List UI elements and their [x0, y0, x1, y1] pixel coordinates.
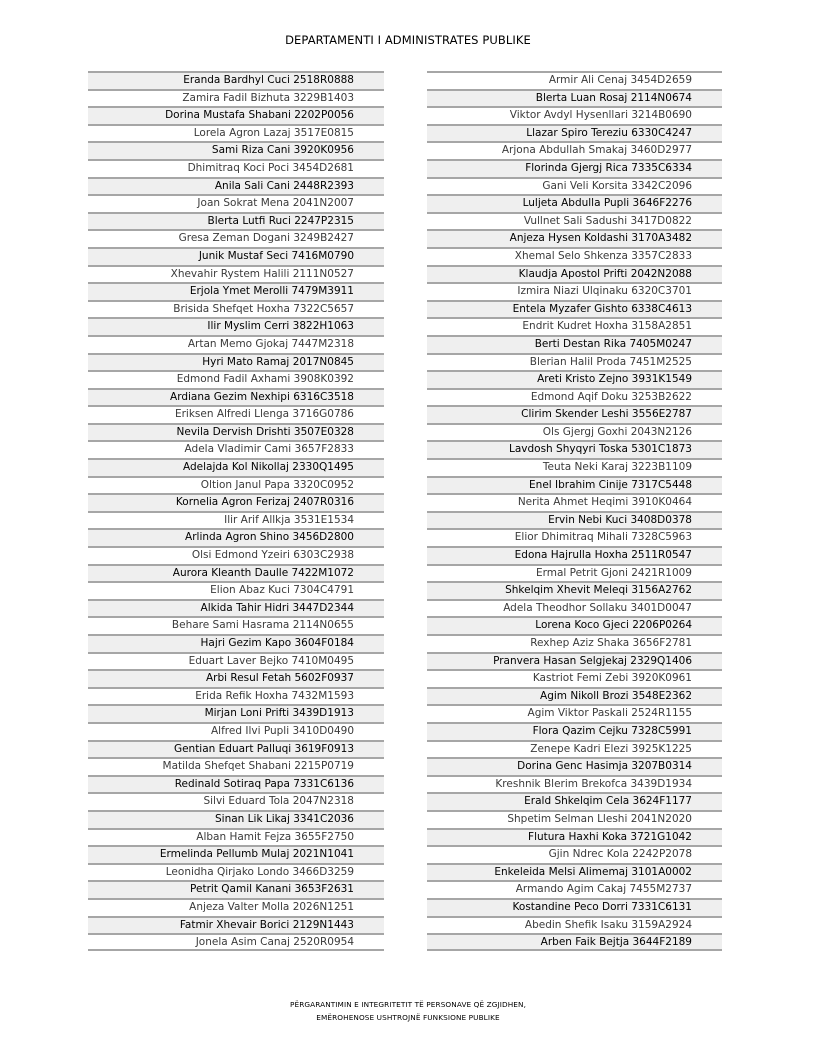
- list-item: Zamira Fadil Bizhuta 3229B1403: [88, 89, 384, 107]
- list-item: Nerita Ahmet Heqimi 3910K0464: [427, 493, 722, 511]
- list-item: Erald Shkelqim Cela 3624F1177: [427, 792, 722, 810]
- list-item: Sami Riza Cani 3920K0956: [88, 141, 384, 159]
- list-item: Enel Ibrahim Cinije 7317C5448: [427, 476, 722, 494]
- list-item: Anjeza Hysen Koldashi 3170A3482: [427, 229, 722, 247]
- list-item: Enkeleida Melsi Alimemaj 3101A0002: [427, 863, 722, 881]
- list-item: Leonidha Qirjako Londo 3466D3259: [88, 863, 384, 881]
- list-item: Hyri Mato Ramaj 2017N0845: [88, 353, 384, 371]
- list-item: Aurora Kleanth Daulle 7422M1072: [88, 564, 384, 582]
- list-item: Brisida Shefqet Hoxha 7322C5657: [88, 300, 384, 318]
- list-item: Entela Myzafer Gishto 6338C4613: [427, 300, 722, 318]
- list-item: Joan Sokrat Mena 2041N2007: [88, 194, 384, 212]
- list-item: Silvi Eduard Tola 2047N2318: [88, 792, 384, 810]
- list-item: Vullnet Sali Sadushi 3417D0822: [427, 212, 722, 230]
- list-item: Edmond Aqif Doku 3253B2622: [427, 388, 722, 406]
- left-name-list: [88, 71, 384, 951]
- list-item: Izmira Niazi Ulqinaku 6320C3701: [427, 282, 722, 300]
- list-item: Oltion Janul Papa 3320C0952: [88, 476, 384, 494]
- list-item: Dhimitraq Koci Poci 3454D2681: [88, 159, 384, 177]
- list-item: Armir Ali Cenaj 3454D2659: [427, 71, 722, 89]
- list-item: Elion Abaz Kuci 7304C4791: [88, 581, 384, 599]
- list-item: Agim Nikoll Brozi 3548E2362: [427, 687, 722, 705]
- list-item: Ols Gjergj Goxhi 2043N2126: [427, 423, 722, 441]
- list-item: Gentian Eduart Palluqi 3619F0913: [88, 740, 384, 758]
- list-item: Arjona Abdullah Smakaj 3460D2977: [427, 141, 722, 159]
- list-item: Kastriot Femi Zebi 3920K0961: [427, 669, 722, 687]
- list-item: Adela Theodhor Sollaku 3401D0047: [427, 599, 722, 617]
- page-footer: [0, 999, 816, 1024]
- list-item: Kreshnik Blerim Brekofca 3439D1934: [427, 775, 722, 793]
- list-item: Ervin Nebi Kuci 3408D0378: [427, 511, 722, 529]
- list-item: Dorina Genc Hasimja 3207B0314: [427, 757, 722, 775]
- list-item: Abedin Shefik Isaku 3159A2924: [427, 916, 722, 934]
- list-item: Petrit Qamil Kanani 3653F2631: [88, 880, 384, 898]
- list-item: Edmond Fadil Axhami 3908K0392: [88, 370, 384, 388]
- list-item: Clirim Skender Leshi 3556E2787: [427, 405, 722, 423]
- list-item: Anila Sali Cani 2448R2393: [88, 177, 384, 195]
- list-item: Eriksen Alfredi Llenga 3716G0786: [88, 405, 384, 423]
- list-item: Jonela Asim Canaj 2520R0954: [88, 933, 384, 951]
- list-item: Nevila Dervish Drishti 3507E0328: [88, 423, 384, 441]
- list-item: Flora Qazim Cejku 7328C5991: [427, 722, 722, 740]
- list-item: Erida Refik Hoxha 7432M1593: [88, 687, 384, 705]
- list-item: Rexhep Aziz Shaka 3656F2781: [427, 634, 722, 652]
- list-item: Teuta Neki Karaj 3223B1109: [427, 458, 722, 476]
- list-item: Areti Kristo Zejno 3931K1549: [427, 370, 722, 388]
- list-item: Edona Hajrulla Hoxha 2511R0547: [427, 546, 722, 564]
- list-item: Elior Dhimitraq Mihali 7328C5963: [427, 528, 722, 546]
- list-item: Fatmir Xhevair Borici 2129N1443: [88, 916, 384, 934]
- list-item: Agim Viktor Paskali 2524R1155: [427, 704, 722, 722]
- list-item: Dorina Mustafa Shabani 2202P0056: [88, 106, 384, 124]
- list-item: Gani Veli Korsita 3342C2096: [427, 177, 722, 195]
- list-item: Xhemal Selo Shkenza 3357C2833: [427, 247, 722, 265]
- list-item: Lorena Koco Gjeci 2206P0264: [427, 616, 722, 634]
- list-item: Ermal Petrit Gjoni 2421R1009: [427, 564, 722, 582]
- list-item: Arbi Resul Fetah 5602F0937: [88, 669, 384, 687]
- list-item: Alban Hamit Fejza 3655F2750: [88, 828, 384, 846]
- list-item: Sinan Lik Likaj 3341C2036: [88, 810, 384, 828]
- list-item: Xhevahir Rystem Halili 2111N0527: [88, 265, 384, 283]
- footer-line-2: EMËROHENOSE USHTROJNË FUNKSIONE PUBLIKE: [316, 1012, 500, 1022]
- list-item: Lavdosh Shyqyri Toska 5301C1873: [427, 440, 722, 458]
- list-item: Ilir Arif Allkja 3531E1534: [88, 511, 384, 529]
- list-item: Blerian Halil Proda 7451M2525: [427, 353, 722, 371]
- list-item: Gjin Ndrec Kola 2242P2078: [427, 845, 722, 863]
- list-item: Arlinda Agron Shino 3456D2800: [88, 528, 384, 546]
- list-item: Armando Agim Cakaj 7455M2737: [427, 880, 722, 898]
- list-item: Erjola Ymet Merolli 7479M3911: [88, 282, 384, 300]
- list-item: Artan Memo Gjokaj 7447M2318: [88, 335, 384, 353]
- list-item: Alfred Ilvi Pupli 3410D0490: [88, 722, 384, 740]
- footer-line-1: PËRGARANTIMIN E INTEGRITETIT TË PERSONAVE QË ZGJIDHEN,: [290, 1000, 526, 1009]
- list-item: Florinda Gjergj Rica 7335C6334: [427, 159, 722, 177]
- list-item: Gresa Zeman Dogani 3249B2427: [88, 229, 384, 247]
- list-item: Hajri Gezim Kapo 3604F0184: [88, 634, 384, 652]
- right-name-list: [427, 71, 722, 951]
- list-item: Ermelinda Pellumb Mulaj 2021N1041: [88, 845, 384, 863]
- list-item: Redinald Sotiraq Papa 7331C6136: [88, 775, 384, 793]
- list-item: Alkida Tahir Hidri 3447D2344: [88, 599, 384, 617]
- list-item: Blerta Luan Rosaj 2114N0674: [427, 89, 722, 107]
- list-item: Kostandine Peco Dorri 7331C6131: [427, 898, 722, 916]
- list-item: Viktor Avdyl Hysenllari 3214B0690: [427, 106, 722, 124]
- list-item: Berti Destan Rika 7405M0247: [427, 335, 722, 353]
- list-item: Olsi Edmond Yzeiri 6303C2938: [88, 546, 384, 564]
- list-item: Adela Vladimir Cami 3657F2833: [88, 440, 384, 458]
- list-item: Junik Mustaf Seci 7416M0790: [88, 247, 384, 265]
- list-item: Blerta Lutfi Ruci 2247P2315: [88, 212, 384, 230]
- page-title: DEPARTAMENTI I ADMINISTRATES PUBLIKE: [285, 33, 531, 47]
- list-item: Llazar Spiro Tereziu 6330C4247: [427, 124, 722, 142]
- list-item: Adelajda Kol Nikollaj 2330Q1495: [88, 458, 384, 476]
- list-item: Ardiana Gezim Nexhipi 6316C3518: [88, 388, 384, 406]
- list-item: Mirjan Loni Prifti 3439D1913: [88, 704, 384, 722]
- list-item: Behare Sami Hasrama 2114N0655: [88, 616, 384, 634]
- list-item: Anjeza Valter Molla 2026N1251: [88, 898, 384, 916]
- list-item: Kornelia Agron Ferizaj 2407R0316: [88, 493, 384, 511]
- list-item: Zenepe Kadri Elezi 3925K1225: [427, 740, 722, 758]
- list-item: Klaudja Apostol Prifti 2042N2088: [427, 265, 722, 283]
- list-item: Shpetim Selman Lleshi 2041N2020: [427, 810, 722, 828]
- list-item: Shkelqim Xhevit Meleqi 3156A2762: [427, 581, 722, 599]
- list-item: Eduart Laver Bejko 7410M0495: [88, 652, 384, 670]
- list-item: Pranvera Hasan Selgjekaj 2329Q1406: [427, 652, 722, 670]
- list-item: Lorela Agron Lazaj 3517E0815: [88, 124, 384, 142]
- list-item: Ilir Myslim Cerri 3822H1063: [88, 317, 384, 335]
- list-item: Endrit Kudret Hoxha 3158A2851: [427, 317, 722, 335]
- list-item: Luljeta Abdulla Pupli 3646F2276: [427, 194, 722, 212]
- list-item: Arben Faik Bejtja 3644F2189: [427, 933, 722, 951]
- list-item: Matilda Shefqet Shabani 2215P0719: [88, 757, 384, 775]
- list-item: Eranda Bardhyl Cuci 2518R0888: [88, 71, 384, 89]
- list-item: Flutura Haxhi Koka 3721G1042: [427, 828, 722, 846]
